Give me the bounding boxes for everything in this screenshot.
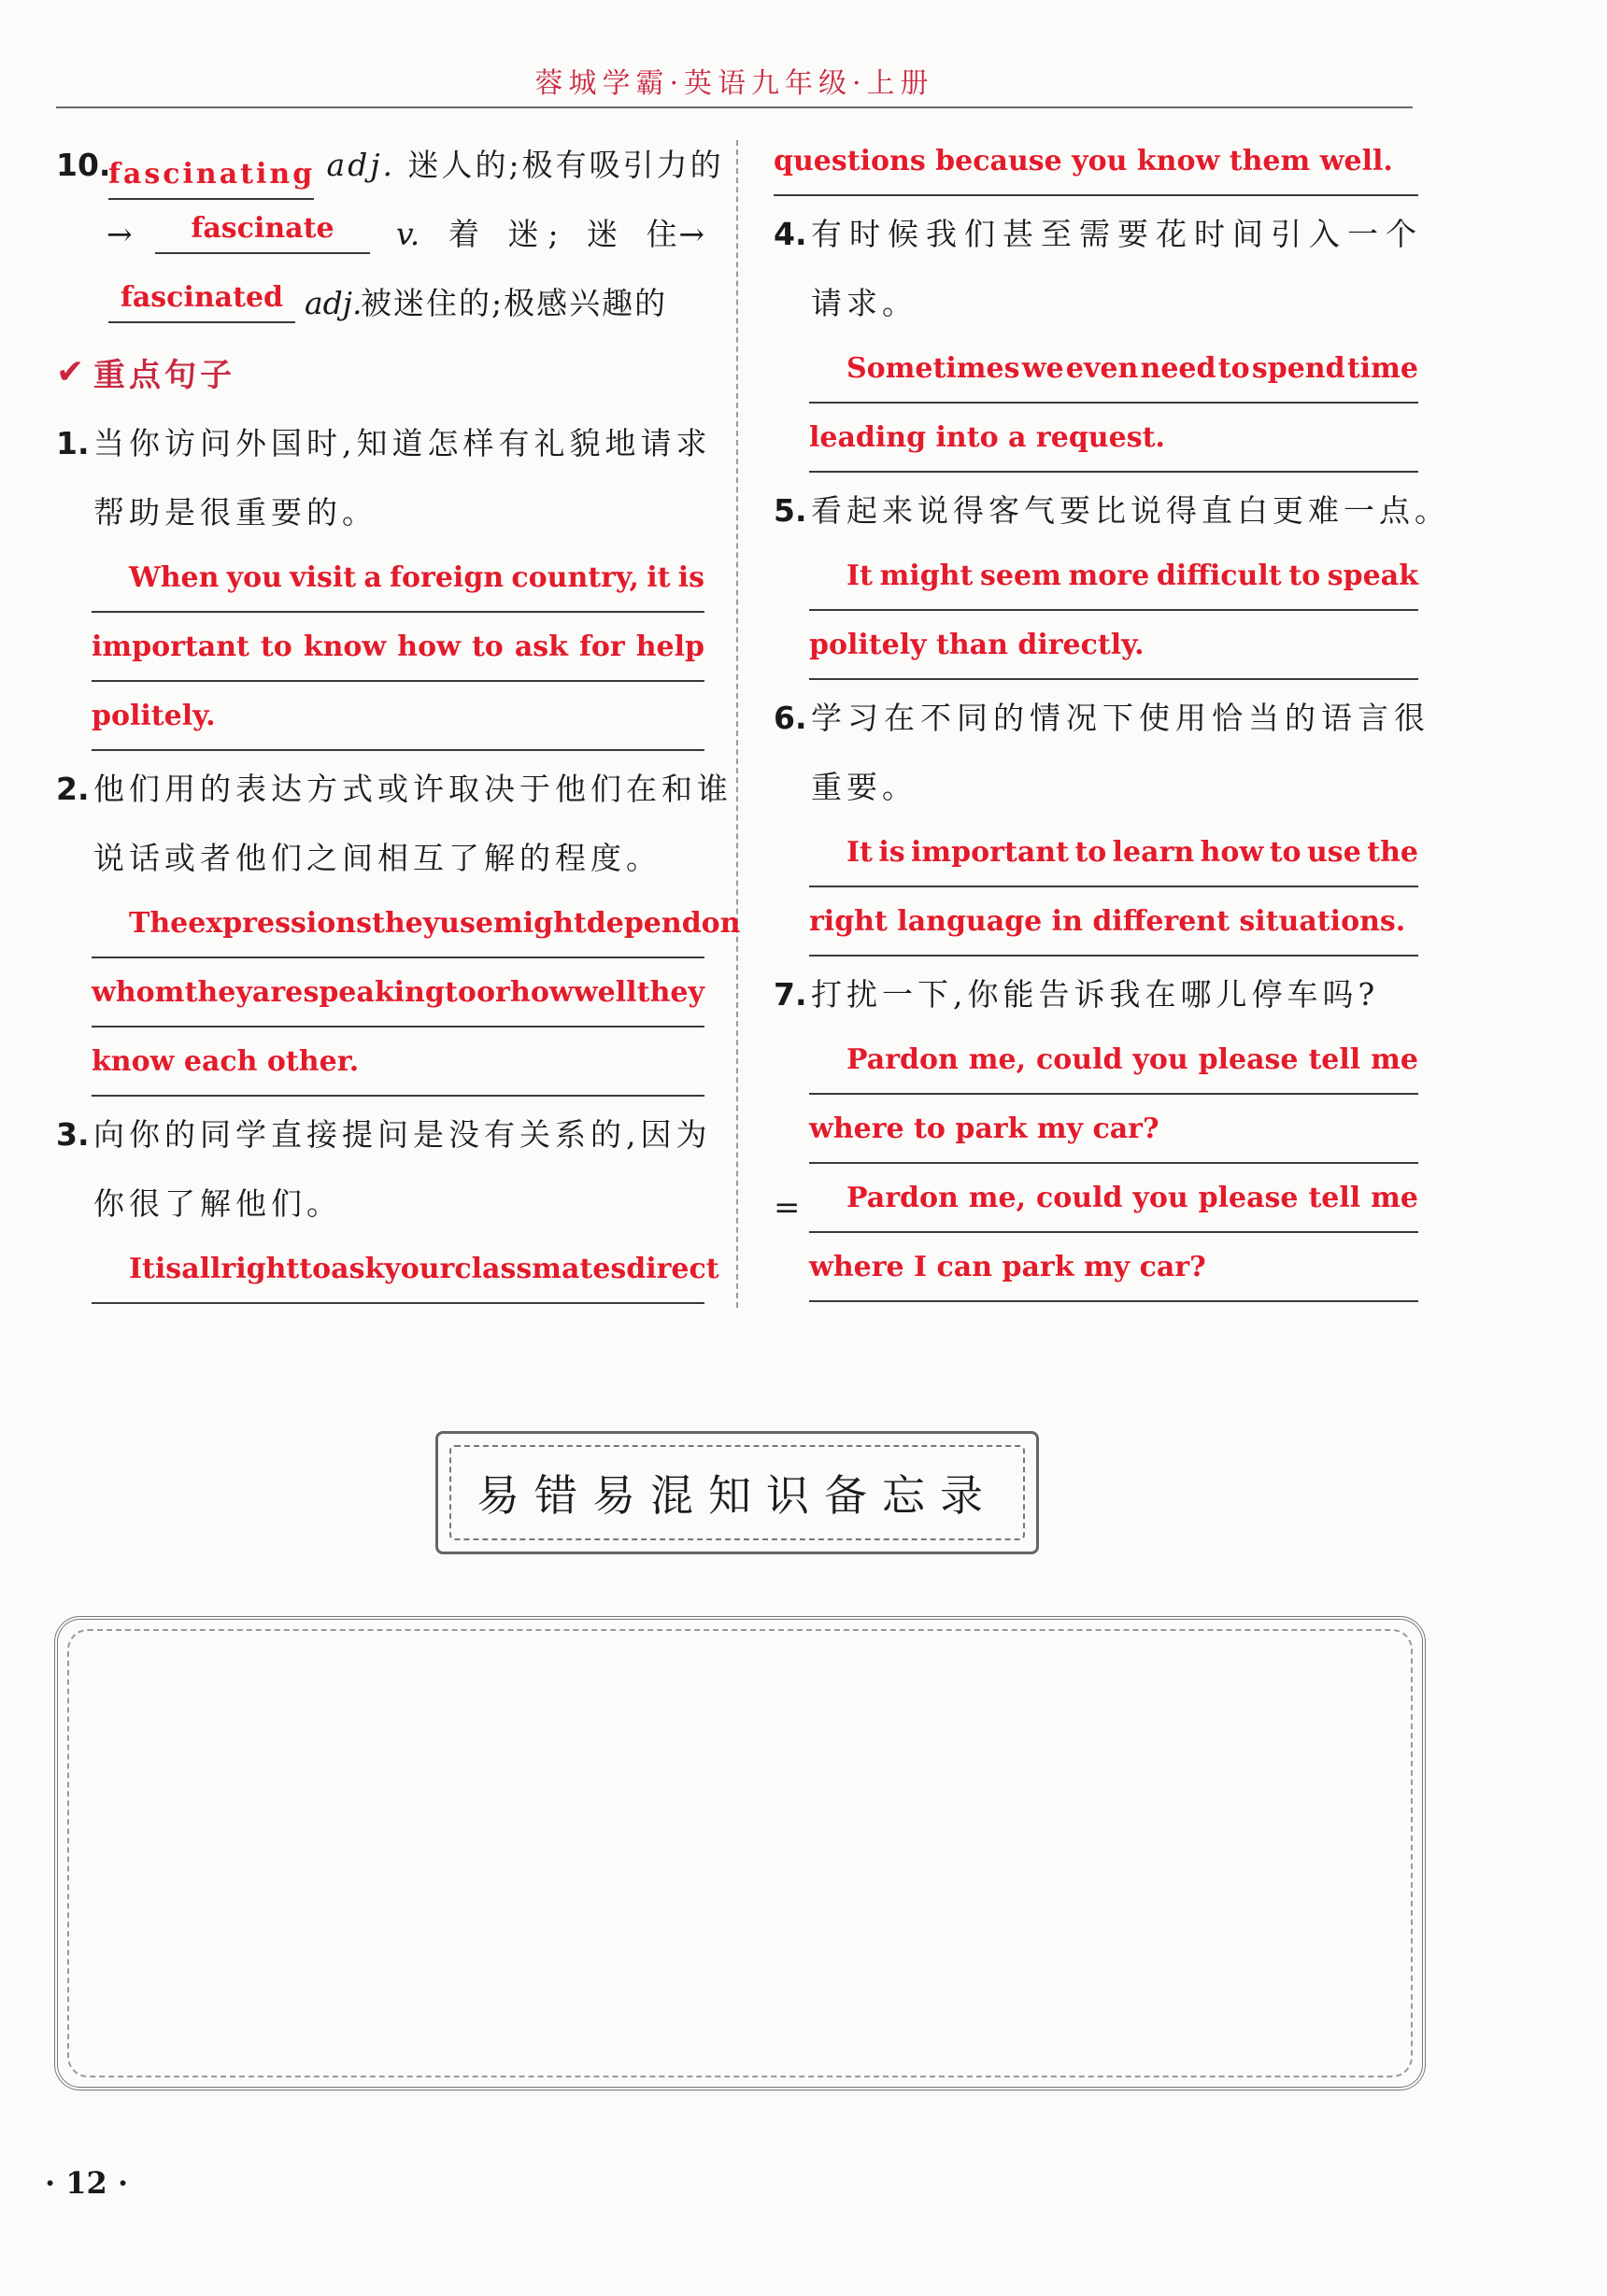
chinese-prompt: 重要。 <box>811 769 917 805</box>
sentence-1-en-1 <box>56 547 704 617</box>
answer-fascinating: fascinating <box>108 151 314 200</box>
sentence-3-en-cont <box>774 131 1418 200</box>
page-header <box>56 54 1413 108</box>
banner-title: 易错易混知识备忘录 <box>476 1470 998 1521</box>
definition: 被迷住的;极感兴趣的 <box>361 285 668 321</box>
chinese-prompt: 他们用的表达方式或许取决于他们在和谁 <box>93 771 732 807</box>
column-divider <box>736 140 738 1308</box>
answer-line: It might seem more difficult to speak <box>809 551 1418 611</box>
answer-line: know each other. <box>92 1037 704 1097</box>
answer-fascinated: fascinated <box>108 275 295 323</box>
sentence-3-cn-2 <box>56 1169 704 1239</box>
vocab-line-2 <box>56 200 704 269</box>
sentence-2-en-1 <box>56 893 741 962</box>
chinese-prompt: 请求。 <box>811 285 917 321</box>
vocab-line-3 <box>56 269 704 338</box>
sentence-6-cn-2 <box>774 753 1418 822</box>
sentence-5-en-1 <box>774 546 1418 615</box>
section-heading <box>56 338 704 409</box>
sentence-2-en-3 <box>56 1031 704 1100</box>
answer-line: where I can park my car? <box>809 1242 1418 1302</box>
pos-label: adj. <box>326 147 396 183</box>
sentence-6-cn-1 <box>774 684 1430 753</box>
header-rule <box>56 106 1413 108</box>
answer-line: It is all right to ask your classmates direct <box>92 1244 704 1304</box>
answer-line: leading into a request. <box>809 413 1418 473</box>
chinese-prompt: 你很了解他们。 <box>93 1185 342 1222</box>
sentence-2-cn-1 <box>56 755 732 824</box>
sentence-5-en-2 <box>774 615 1418 684</box>
chinese-prompt: 打扰一下,你能告诉我在哪儿停车吗? <box>811 976 1380 1013</box>
right-column <box>774 131 1450 1306</box>
sentence-7-alt-1 <box>774 1168 1418 1237</box>
chinese-prompt: 看起来说得客气要比说得直白更难一点。 <box>811 492 1450 529</box>
pos-label: adj. <box>305 285 363 321</box>
item-number: 3. <box>56 1116 90 1153</box>
answer-fascinate: fascinate <box>155 206 370 254</box>
item-number: 2. <box>56 771 90 807</box>
answer-line: important to know how to ask for help <box>92 622 704 682</box>
section-title: 重点句子 <box>93 357 235 394</box>
chinese-prompt: 帮助是很重要的。 <box>93 494 377 531</box>
pos-label: v. <box>396 216 420 252</box>
definition: 着 迷; 迷 住 <box>448 216 687 252</box>
sentence-7-alt-2 <box>774 1237 1418 1306</box>
sentence-6-en-1 <box>774 822 1418 891</box>
sentence-4-en-1 <box>774 338 1418 407</box>
answer-line: right language in different situations. <box>809 897 1418 957</box>
header-title: 蓉城学霸·英语九年级·上册 <box>534 67 934 100</box>
sentence-4-en-2 <box>774 407 1418 476</box>
item-number: 10. <box>56 147 111 183</box>
answer-line: Pardon me, could you please tell me <box>809 1035 1418 1095</box>
arrow-icon: → <box>107 216 133 252</box>
sentence-1-en-2 <box>56 617 704 686</box>
chinese-prompt: 学习在不同的情况下使用恰当的语言很 <box>811 700 1430 736</box>
vocab-line-1 <box>56 131 724 200</box>
sentence-5-cn-1 <box>774 476 1450 546</box>
memo-banner <box>435 1431 1039 1554</box>
sentence-3-en-1 <box>56 1239 719 1308</box>
page-number: · 12 · <box>45 2165 129 2201</box>
sentence-4-cn-1 <box>774 200 1424 269</box>
sentence-3-cn-1 <box>56 1100 712 1169</box>
answer-line: questions because you know them well. <box>774 136 1418 196</box>
item-number: 1. <box>56 425 90 461</box>
chinese-prompt: 向你的同学直接提问是没有关系的,因为 <box>93 1116 712 1153</box>
chinese-prompt: 有时候我们甚至需要花时间引入一个 <box>811 216 1424 252</box>
memo-note-box <box>54 1616 1426 2090</box>
item-number: 4. <box>774 216 807 252</box>
answer-line: politely than directly. <box>809 620 1418 680</box>
note-box-border <box>67 1629 1413 2077</box>
check-icon: ✔ <box>56 353 85 391</box>
left-column <box>56 131 741 1308</box>
answer-line: Sometimes we even need to spend time <box>809 344 1418 404</box>
arrow-icon: → <box>678 216 704 252</box>
answer-line: politely. <box>92 691 704 751</box>
answer-line: It is important to learn how to use the <box>809 828 1418 887</box>
sentence-7-en-2 <box>774 1098 1418 1168</box>
chinese-prompt: 当你访问外国时,知道怎样有礼貌地请求 <box>93 425 712 461</box>
item-number: 6. <box>774 700 807 736</box>
chinese-prompt: 说话或者他们之间相互了解的程度。 <box>93 840 661 876</box>
sentence-4-cn-2 <box>774 269 1418 338</box>
item-number: 5. <box>774 492 807 529</box>
equals-sign: = <box>774 1189 801 1226</box>
sentence-1-cn-2 <box>56 478 704 547</box>
sentence-2-en-2 <box>56 962 704 1031</box>
sentence-6-en-2 <box>774 891 1418 960</box>
item-number: 7. <box>774 976 807 1013</box>
answer-line: The expressions they use might depend on <box>92 899 704 958</box>
sentence-1-cn-1 <box>56 409 712 478</box>
answer-line: When you visit a foreign country, it is <box>92 553 704 613</box>
sentence-2-cn-2 <box>56 824 704 893</box>
answer-line: whom they are speaking to or how well they <box>92 968 704 1028</box>
answer-line: where to park my car? <box>809 1104 1418 1164</box>
sentence-7-en-1 <box>774 1029 1418 1098</box>
answer-line: Pardon me, could you please tell me <box>809 1173 1418 1233</box>
sentence-7-cn-1 <box>774 960 1418 1029</box>
definition: 迷人的;极有吸引力的 <box>407 147 724 183</box>
sentence-1-en-3 <box>56 686 704 755</box>
